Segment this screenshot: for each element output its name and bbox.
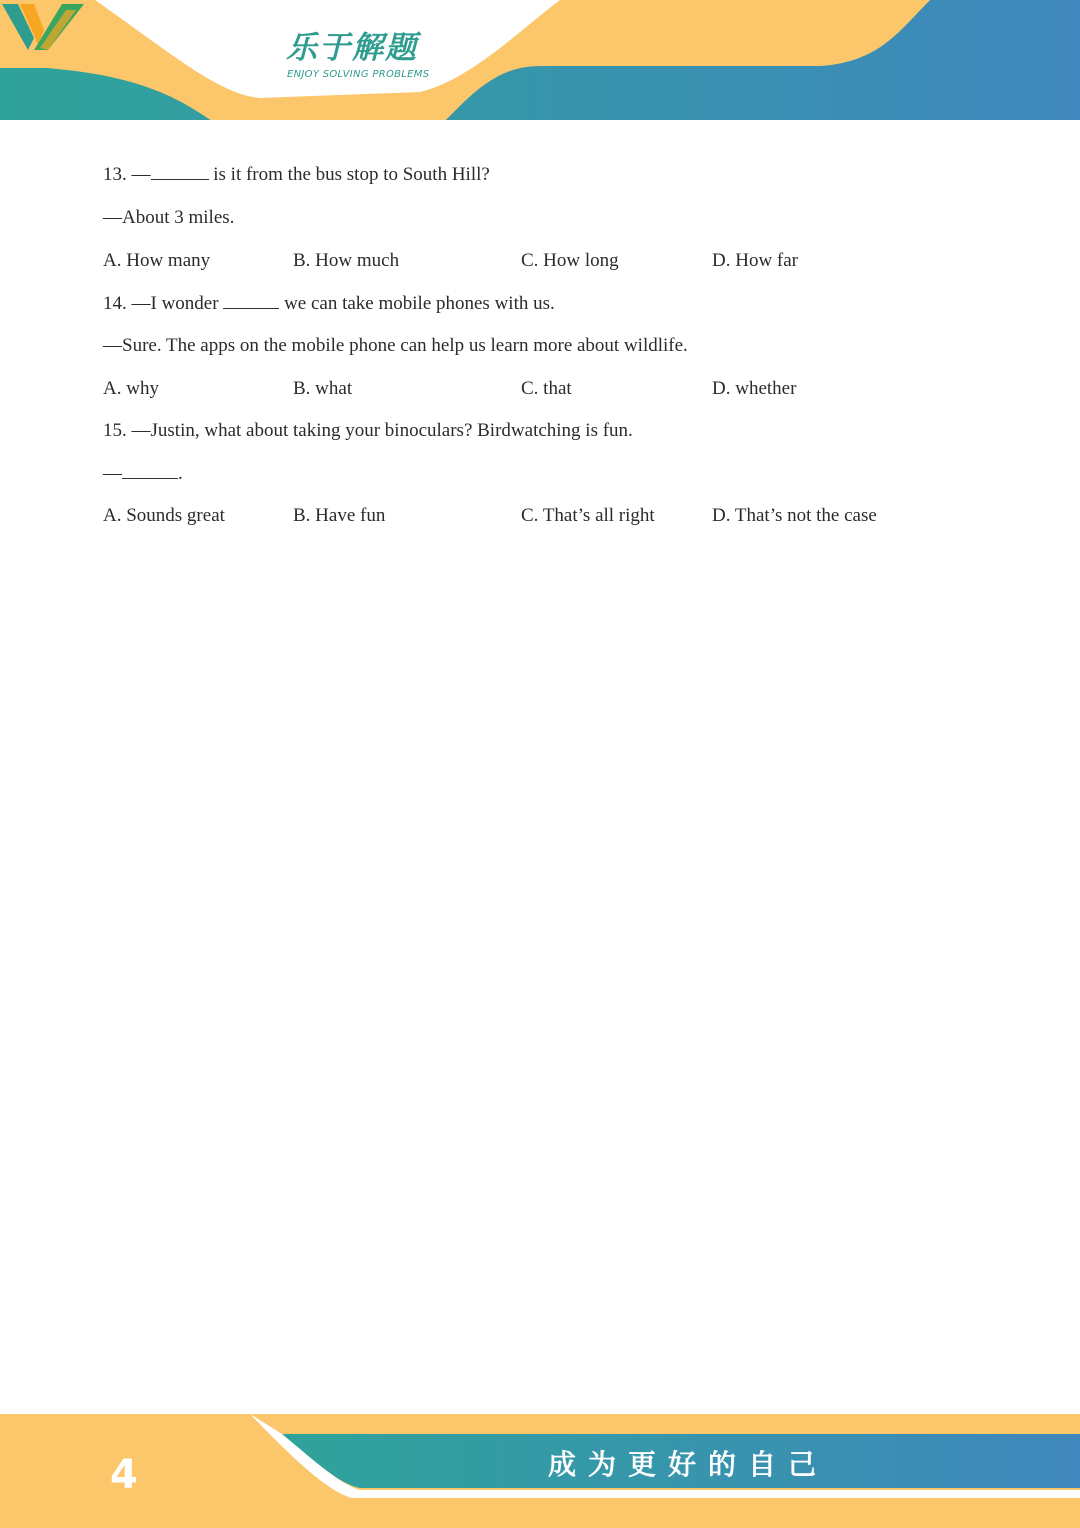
- option-b: B. How much: [293, 250, 400, 271]
- question-13-stem: [103, 164, 490, 186]
- question-number: 14.: [103, 293, 127, 314]
- stem-suffix: is it from the bus stop to South Hill?: [208, 164, 490, 185]
- page-header: [0, 0, 1080, 130]
- page-footer: [0, 1400, 1080, 1528]
- stem-prefix: —I wonder: [131, 293, 224, 314]
- page-number: 4: [110, 1452, 138, 1498]
- reply-prefix: —: [103, 463, 122, 484]
- brand-slogan: ENJOY SOLVING PROBLEMS: [287, 69, 430, 80]
- option-d: D. How far: [712, 250, 799, 271]
- option-a: A. How many: [103, 250, 211, 271]
- question-number: 15.: [103, 420, 127, 441]
- option-a: A. why: [103, 378, 159, 399]
- wv-logo-icon: [0, 0, 88, 56]
- option-b: B. what: [293, 378, 353, 399]
- question-number: 13.: [103, 164, 127, 185]
- question-13-reply: —About 3 miles.: [103, 207, 235, 228]
- option-d: D. whether: [712, 378, 797, 399]
- footer-banner-graphic: [0, 1400, 1080, 1528]
- answer-blank: [223, 307, 279, 309]
- answer-blank: [151, 178, 209, 180]
- stem-suffix: we can take mobile phones with us.: [279, 293, 555, 314]
- option-d: D. That’s not the case: [712, 505, 877, 526]
- reply-suffix: .: [178, 463, 183, 484]
- question-14-reply: —Sure. The apps on the mobile phone can help us learn more about wildlife.: [103, 335, 688, 356]
- option-c: C. That’s all right: [521, 505, 655, 526]
- option-b: B. Have fun: [293, 505, 386, 526]
- option-a: A. Sounds great: [103, 505, 225, 526]
- brand-name: 乐于解题: [286, 30, 418, 66]
- stem-text: —Justin, what about taking your binoculars? Birdwatching is fun.: [131, 420, 633, 441]
- stem-prefix: —: [131, 164, 151, 185]
- option-c: C. How long: [521, 250, 619, 271]
- footer-slogan: 成为更好的自己: [548, 1448, 829, 1481]
- option-c: C. that: [521, 378, 572, 399]
- header-banner-graphic: [0, 0, 1080, 130]
- question-14-stem: [103, 293, 555, 315]
- question-15-stem: [103, 420, 633, 442]
- question-15-reply: [103, 463, 183, 485]
- answer-blank: [122, 477, 178, 479]
